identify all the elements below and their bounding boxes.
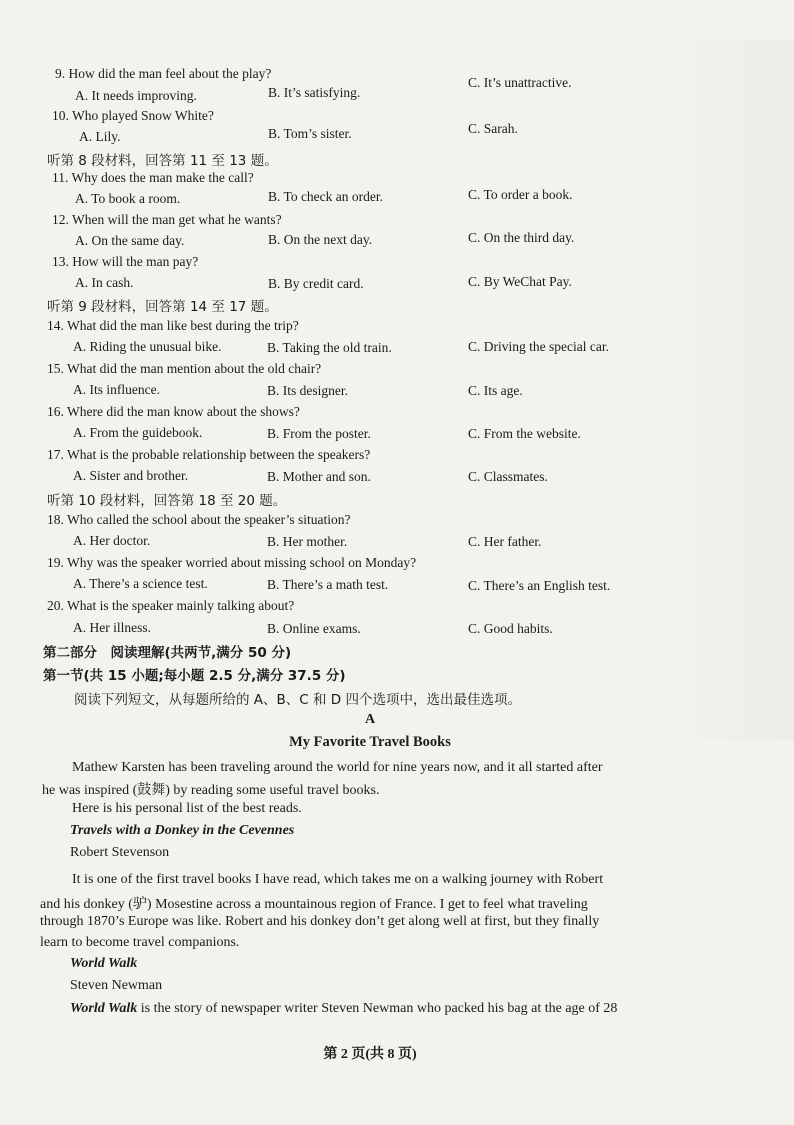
book1-para-line-3: through 1870’s Europe was like. Robert and his donkey don’t get along well at first, but they finally <box>40 914 600 929</box>
book1-author: Robert Stevenson <box>70 845 170 860</box>
q20-option-c: C. Good habits. <box>468 621 553 636</box>
passage-title: My Favorite Travel Books <box>289 734 451 750</box>
passage-letter: A <box>364 712 376 727</box>
book2-para-line-1 <box>70 1001 617 1017</box>
question-17: 17. What is the probable relationship between the speakers? <box>47 447 371 462</box>
question-10: 10. Who played Snow White? <box>52 108 214 123</box>
q13-option-b: B. By credit card. <box>268 276 364 291</box>
q18-option-c: C. Her father. <box>468 534 542 549</box>
question-12: 12. When will the man get what he wants? <box>52 212 282 227</box>
question-19: 19. Why was the speaker worried about missing school on Monday? <box>47 555 417 570</box>
q14-option-c: C. Driving the special car. <box>468 339 609 354</box>
q19-option-a: A. There’s a science test. <box>73 576 208 591</box>
q11-option-a: A. To book a room. <box>75 191 181 206</box>
q15-option-b: B. Its designer. <box>267 383 348 398</box>
q12-option-b: B. On the next day. <box>268 232 373 247</box>
question-11: 11. Why does the man make the call? <box>52 170 254 185</box>
q17-option-c: C. Classmates. <box>468 469 548 484</box>
section-note-10: 听第 10 段材料，回答第 18 至 20 题。 <box>47 493 287 509</box>
book1-title: Travels with a Donkey in the Cevennes <box>70 823 295 838</box>
section-note-9: 听第 9 段材料，回答第 14 至 17 题。 <box>47 299 278 315</box>
q15-option-a: A. Its influence. <box>73 382 160 397</box>
q12-option-a: A. On the same day. <box>75 233 185 248</box>
q20-option-b: B. Online exams. <box>267 621 361 636</box>
q17-option-a: A. Sister and brother. <box>73 468 189 483</box>
question-14: 14. What did the man like best during the trip? <box>47 318 299 333</box>
q18-option-a: A. Her doctor. <box>73 533 151 548</box>
question-13: 13. How will the man pay? <box>52 254 199 269</box>
q18-option-b: B. Her mother. <box>267 534 348 549</box>
q16-option-c: C. From the website. <box>468 426 581 441</box>
section1-heading: 第一节(共 15 小题;每小题 2.5 分,满分 37.5 分) <box>43 668 346 684</box>
q20-option-a: A. Her illness. <box>73 620 151 635</box>
q14-option-b: B. Taking the old train. <box>267 340 392 355</box>
q10-option-a: A. Lily. <box>79 129 121 144</box>
q11-option-b: B. To check an order. <box>268 189 384 204</box>
book1-para-line-4: learn to become travel companions. <box>40 935 240 950</box>
q13-option-c: C. By WeChat Pay. <box>468 274 572 289</box>
q17-option-b: B. Mother and son. <box>267 469 371 484</box>
intro-line-1: Mathew Karsten has been traveling around the world for nine years now, and it all started after <box>72 760 603 775</box>
q11-option-c: C. To order a book. <box>468 187 573 202</box>
question-9: 9. How did the man feel about the play? <box>55 66 272 81</box>
book1-para-line-2: and his donkey (驴) Mosestine across a mountainous region of France. I get to feel what traveling <box>40 897 588 912</box>
q9-option-b: B. It’s satisfying. <box>268 85 361 100</box>
q9-option-c: C. It’s unattractive. <box>468 75 572 90</box>
q19-option-b: B. There’s a math test. <box>267 577 389 592</box>
book2-author: Steven Newman <box>70 978 163 993</box>
intro-line-3: Here is his personal list of the best reads. <box>72 801 302 816</box>
section-note-8: 听第 8 段材料，回答第 11 至 13 题。 <box>47 153 278 169</box>
q16-option-a: A. From the guidebook. <box>73 425 203 440</box>
reading-instruction: 阅读下列短文，从每题所给的 A、B、C 和 D 四个选项中，选出最佳选项。 <box>74 692 521 708</box>
question-16: 16. Where did the man know about the shows? <box>47 404 300 419</box>
q12-option-c: C. On the third day. <box>468 230 575 245</box>
book2-para-text: is the story of newspaper writer Steven Newman who packed his bag at the age of 28 <box>137 1001 618 1016</box>
q16-option-b: B. From the poster. <box>267 426 371 441</box>
q10-option-b: B. Tom’s sister. <box>268 126 352 141</box>
bleed-through-shadow <box>674 40 794 740</box>
page-footer: 第 2 页(共 8 页) <box>323 1047 417 1062</box>
question-20: 20. What is the speaker mainly talking about? <box>47 598 295 613</box>
q10-option-c: C. Sarah. <box>468 121 518 136</box>
question-15: 15. What did the man mention about the old chair? <box>47 361 322 376</box>
q9-option-a: A. It needs improving. <box>75 88 197 103</box>
q19-option-c: C. There’s an English test. <box>468 578 611 593</box>
part2-heading: 第二部分 阅读理解(共两节,满分 50 分) <box>43 645 292 661</box>
q14-option-a: A. Riding the unusual bike. <box>73 339 222 354</box>
book2-title: World Walk <box>70 956 138 971</box>
intro-line-2: he was inspired (鼓舞) by reading some useful travel books. <box>42 783 380 798</box>
book2-title-inline: World Walk <box>70 1001 138 1016</box>
q15-option-c: C. Its age. <box>468 383 523 398</box>
q13-option-a: A. In cash. <box>75 275 134 290</box>
question-18: 18. Who called the school about the speaker’s situation? <box>47 512 351 527</box>
book1-para-line-1: It is one of the first travel books I have read, which takes me on a walking journey with Robert <box>72 872 604 887</box>
